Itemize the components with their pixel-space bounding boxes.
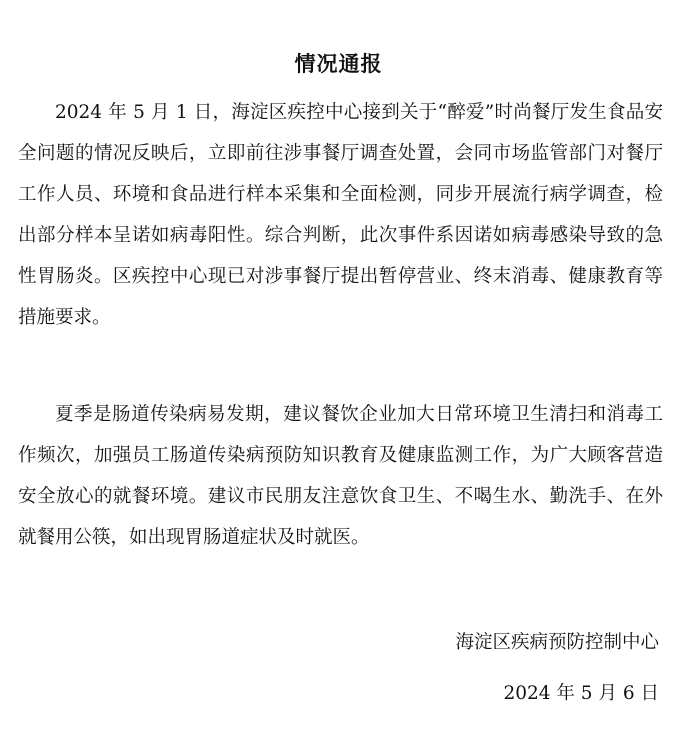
signature-date: 2024 年 5 月 6 日 xyxy=(503,683,659,704)
notice-paragraph-1: 2024 年 5 月 1 日，海淀区疾控中心接到关于“醉爱”时尚餐厅发生食品安全问题的情况反映后，立即前往涉事餐厅调查处置，会同市场监管部门对餐厅工作人员、环境和食品进行样本采集和全面检测，同步开展流行病学调查，检出部分样本呈诺如病毒阳性。综合判断，此次事件系因诺如病毒感染导致的急性胃肠炎。区疾控中心现已对涉事餐厅提出暂停营业、终末消毒、健康教育等措施要求。 xyxy=(18,102,663,328)
signature-organization: 海淀区疾病预防控制中心 xyxy=(455,632,659,653)
notice-paragraph-2: 夏季是肠道传染病易发期，建议餐饮企业加大日常环境卫生清扫和消毒工作频次，加强员工肠道传染病预防知识教育及健康监测工作，为广大顾客营造安全放心的就餐环境。建议市民朋友注意饮食卫生、不喝生水、勤洗手、在外就餐用公筷，如出现胃肠道症状及时就医。 xyxy=(18,404,663,548)
page-title: 情况通报 xyxy=(294,52,383,76)
